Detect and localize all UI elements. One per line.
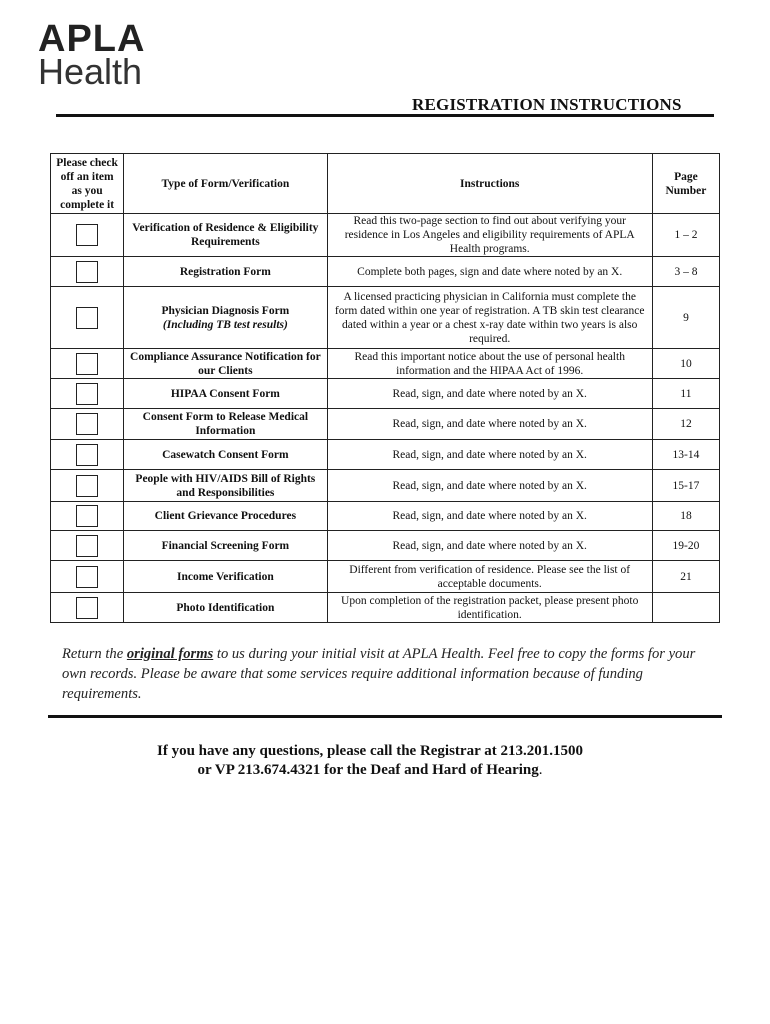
instructions-cell: Read, sign, and date where noted by an X. [327, 502, 652, 531]
form-type-label: Income Verification [176, 570, 274, 583]
table-row [51, 470, 720, 502]
instructions-cell: Read, sign, and date where noted by an X. [327, 409, 652, 440]
checkbox[interactable] [76, 307, 98, 329]
check-cell [51, 531, 124, 561]
title-divider [56, 114, 714, 117]
header-instructions: Instructions [327, 154, 652, 214]
form-type-label: Verification of Residence & Eligibility Requirements [132, 222, 319, 248]
instructions-cell: Read, sign, and date where noted by an X. [327, 440, 652, 470]
page-number-cell: 9 [652, 287, 719, 349]
instructions-cell: Read this two-page section to find out about verifying your residence in Los Angeles and eligibility requirements of APLA Health programs. [327, 214, 652, 257]
check-cell [51, 379, 124, 409]
form-type-cell [124, 287, 327, 349]
form-type-cell [124, 214, 327, 257]
table-row [51, 409, 720, 440]
form-type-cell [124, 379, 327, 409]
form-type-label: Registration Form [179, 265, 271, 278]
checkbox[interactable] [76, 261, 98, 283]
checkbox[interactable] [76, 597, 98, 619]
page-number-cell: 13-14 [652, 440, 719, 470]
checkbox[interactable] [76, 353, 98, 375]
table-row [51, 561, 720, 593]
table-row [51, 287, 720, 349]
form-type-label: Client Grievance Procedures [154, 510, 297, 522]
instructions-cell: Complete both pages, sign and date where noted by an X. [327, 257, 652, 287]
form-type-cell [124, 531, 327, 561]
check-cell [51, 349, 124, 379]
instructions-cell: Upon completion of the registration packet, please present photo identification. [327, 593, 652, 623]
contact-line-2-text: or VP 213.674.4321 for the Deaf and Hard of Hearing [197, 762, 539, 778]
form-type-sublabel: (Including TB test results) [162, 318, 288, 331]
page-number-cell: 11 [652, 379, 719, 409]
note-emphasis: original forms [126, 646, 214, 662]
check-cell [51, 409, 124, 440]
form-type-cell [124, 502, 327, 531]
table-row [51, 440, 720, 470]
check-cell [51, 287, 124, 349]
check-cell [51, 593, 124, 623]
contact-info [0, 742, 740, 780]
contact-line-2 [0, 761, 740, 780]
page-number-cell: 21 [652, 561, 719, 593]
checkbox[interactable] [76, 413, 98, 435]
instructions-cell: Different from verification of residence. Please see the list of acceptable documents. [327, 561, 652, 593]
page-number-cell [652, 593, 719, 623]
header-check: Please check off an item as you complete it [51, 154, 124, 214]
form-type-cell [124, 470, 327, 502]
table-row [51, 214, 720, 257]
form-type-cell [124, 593, 327, 623]
table-row [51, 257, 720, 287]
contact-line-2-period: . [538, 762, 543, 778]
check-cell [51, 502, 124, 531]
form-type-cell [124, 257, 327, 287]
checkbox[interactable] [76, 444, 98, 466]
form-type-cell [124, 561, 327, 593]
table-row [51, 349, 720, 379]
check-cell [51, 440, 124, 470]
page-title: REGISTRATION INSTRUCTIONS [412, 95, 682, 114]
checkbox[interactable] [76, 475, 98, 497]
table-row [51, 502, 720, 531]
checkbox[interactable] [76, 505, 98, 527]
header-page: Page Number [652, 154, 719, 214]
page-number-cell: 1 – 2 [652, 214, 719, 257]
form-type-label: Financial Screening Form [161, 539, 290, 552]
page-number-cell: 10 [652, 349, 719, 379]
instructions-cell: A licensed practicing physician in California must complete the form dated within one year of registration. A TB skin test clearance dated within a year or a chest x-ray date within two years is also required. [327, 287, 652, 349]
form-type-label: People with HIV/AIDS Bill of Rights and Responsibilities [135, 472, 316, 499]
return-forms-note [62, 644, 702, 704]
page-number-cell: 18 [652, 502, 719, 531]
form-type-label: HIPAA Consent Form [170, 387, 280, 400]
instructions-cell: Read, sign, and date where noted by an X. [327, 470, 652, 502]
table-row [51, 593, 720, 623]
logo-health-text: Health [38, 51, 143, 92]
page-number-cell: 15-17 [652, 470, 719, 502]
table-row [51, 379, 720, 409]
check-cell [51, 257, 124, 287]
table-row [51, 531, 720, 561]
note-suffix: to us during your initial visit at APLA Health. Feel free to copy the forms for your own records. Please be aware that some services require additional information because of funding requirements. [62, 646, 696, 702]
checkbox[interactable] [76, 224, 98, 246]
instructions-cell: Read this important notice about the use of personal health information and the HIPAA Act of 1996. [327, 349, 652, 379]
form-type-label: Physician Diagnosis Form [161, 304, 290, 317]
form-type-cell [124, 349, 327, 379]
contact-line-1: If you have any questions, please call the Registrar at 213.201.1500 [157, 743, 583, 759]
check-cell [51, 214, 124, 257]
registration-checklist-table [50, 153, 720, 623]
note-prefix: Return the [62, 646, 124, 662]
form-type-label: Casewatch Consent Form [162, 448, 289, 461]
form-type-label: Photo Identification [176, 601, 275, 614]
page-number-cell: 19-20 [652, 531, 719, 561]
checkbox[interactable] [76, 566, 98, 588]
form-type-label: Compliance Assurance Notification for our Clients [130, 350, 321, 377]
form-type-cell [124, 409, 327, 440]
instructions-cell: Read, sign, and date where noted by an X. [327, 379, 652, 409]
bottom-divider [48, 715, 722, 718]
table-header-row [51, 154, 720, 214]
form-type-label: Consent Form to Release Medical Information [142, 411, 309, 437]
check-cell [51, 470, 124, 502]
logo-apla-text: APLA [38, 18, 146, 60]
header-type: Type of Form/Verification [124, 154, 327, 214]
checkbox[interactable] [76, 535, 98, 557]
form-type-cell [124, 440, 327, 470]
instructions-cell: Read, sign, and date where noted by an X. [327, 531, 652, 561]
checkbox[interactable] [76, 383, 98, 405]
apla-health-logo [38, 20, 145, 90]
page-number-cell: 3 – 8 [652, 257, 719, 287]
page-number-cell: 12 [652, 409, 719, 440]
check-cell [51, 561, 124, 593]
